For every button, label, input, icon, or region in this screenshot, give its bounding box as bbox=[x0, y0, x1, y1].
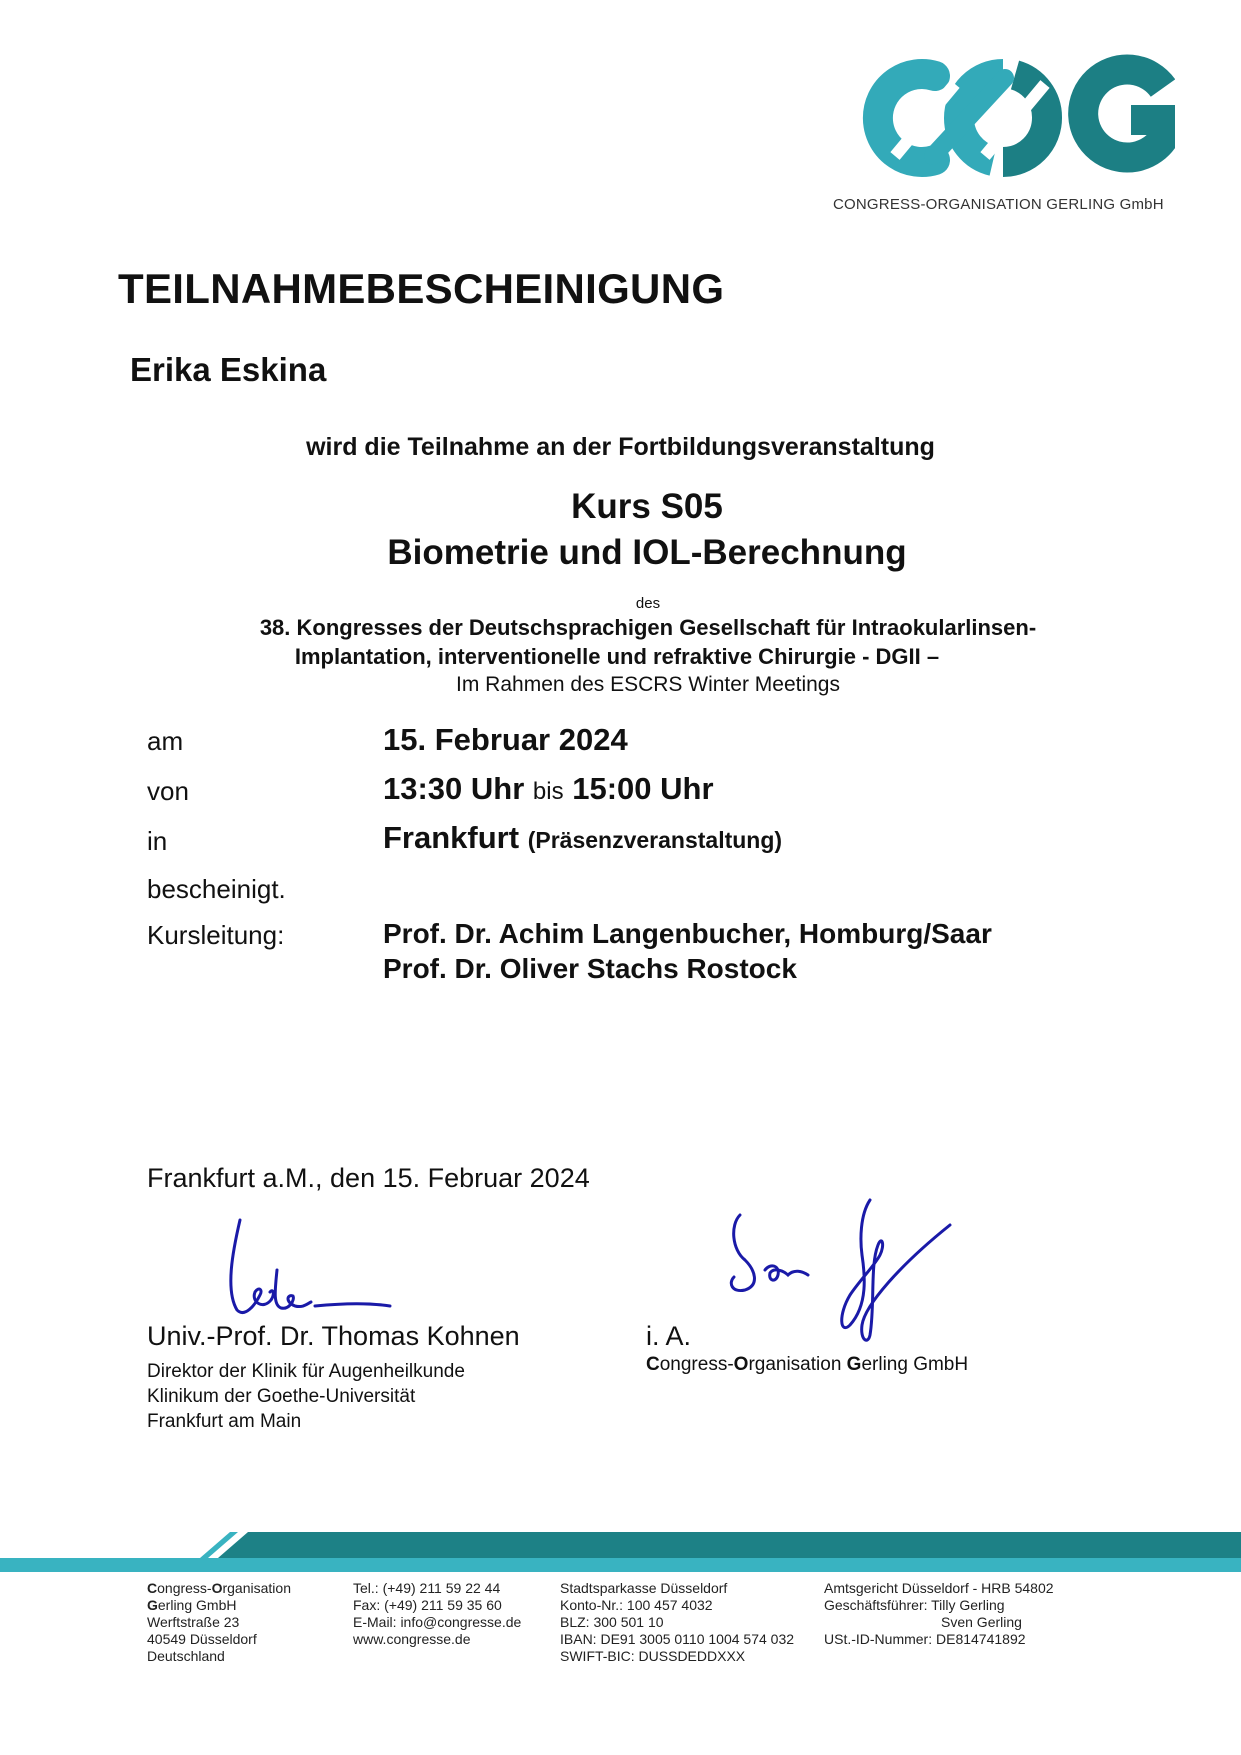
course-lead-1: Prof. Dr. Achim Langenbucher, Homburg/Saar bbox=[383, 918, 992, 949]
footer-col-bank bbox=[560, 1580, 794, 1665]
footer-band-base bbox=[0, 1560, 1241, 1572]
footer-line: Werftstraße 23 bbox=[147, 1614, 240, 1630]
logo-letter-g bbox=[1083, 70, 1165, 158]
footer-col-address bbox=[147, 1580, 291, 1665]
footer-line: IBAN: DE91 3005 0110 1004 574 032 bbox=[560, 1631, 795, 1647]
footer-line: USt.-ID-Nummer: DE814741892 bbox=[824, 1631, 1026, 1647]
footer-line: Gerling GmbH bbox=[147, 1597, 237, 1613]
recipient-name: Erika Eskina bbox=[130, 351, 327, 388]
place-date: Frankfurt a.M., den 15. Februar 2024 bbox=[147, 1163, 590, 1193]
event-city: Frankfurt bbox=[383, 820, 520, 855]
course-lead-label: Kursleitung: bbox=[147, 920, 285, 950]
signature-kohnen bbox=[215, 1210, 415, 1330]
course-lead-2: Prof. Dr. Oliver Stachs Rostock bbox=[383, 953, 797, 984]
footer-fax: Fax: (+49) 211 59 35 60 bbox=[353, 1597, 502, 1613]
signatory-institution: Klinikum der Goethe-Universität bbox=[147, 1386, 416, 1407]
footer-col-legal bbox=[824, 1580, 1054, 1648]
footer-line: BLZ: 300 501 10 bbox=[560, 1614, 664, 1630]
des-label: des bbox=[635, 595, 661, 612]
footer-line: Stadtsparkasse Düsseldorf bbox=[560, 1580, 728, 1596]
congress-line-2: Implantation, interventionelle und refraktive Chirurgie - DGII – bbox=[294, 644, 940, 669]
signatory-title: Direktor der Klinik für Augenheilkunde bbox=[147, 1361, 465, 1382]
footer-line: Geschäftsführer: Tilly Gerling bbox=[824, 1597, 1005, 1613]
company-signature-line: Congress-Organisation Gerling GmbH bbox=[646, 1354, 969, 1375]
signatory-name: Univ.-Prof. Dr. Thomas Kohnen bbox=[147, 1321, 520, 1351]
time-end: 15:00 Uhr bbox=[572, 771, 714, 806]
event-date: 15. Februar 2024 bbox=[383, 722, 628, 757]
course-code: Kurs S05 bbox=[571, 487, 723, 526]
cog-logo bbox=[835, 48, 1175, 188]
footer-col-contact bbox=[353, 1580, 521, 1648]
footer-line: Deutschland bbox=[147, 1648, 225, 1664]
footer-line: Konto-Nr.: 100 457 4032 bbox=[560, 1597, 713, 1613]
footer-phone: Tel.: (+49) 211 59 22 44 bbox=[353, 1580, 501, 1596]
logo-tagline: CONGRESS-ORGANISATION GERLING GmbH bbox=[833, 196, 1164, 213]
certified-text: bescheinigt. bbox=[147, 874, 286, 904]
date-label: am bbox=[147, 726, 184, 756]
event-format: (Präsenzveranstaltung) bbox=[527, 827, 783, 853]
congress-line-1: 38. Kongresses der Deutschsprachigen Gesellschaft für Intraokularlinsen- bbox=[259, 615, 1037, 640]
place-label: in bbox=[147, 826, 168, 856]
footer-line: 40549 Düsseldorf bbox=[147, 1631, 257, 1647]
event-time bbox=[383, 771, 714, 807]
footer-line: Congress-Organisation bbox=[147, 1580, 291, 1596]
time-start: 13:30 Uhr bbox=[383, 771, 525, 806]
footer-line: Amtsgericht Düsseldorf - HRB 54802 bbox=[824, 1580, 1054, 1596]
footer-email[interactable]: E-Mail: info@congresse.de bbox=[353, 1614, 522, 1630]
time-label: von bbox=[147, 776, 189, 806]
intro-text: wird die Teilnahme an der Fortbildungsveranstaltung bbox=[306, 433, 935, 461]
time-bis: bis bbox=[532, 778, 564, 805]
footer-line: Sven Gerling bbox=[941, 1614, 1022, 1630]
footer-band bbox=[0, 1532, 1241, 1572]
on-behalf-label: i. A. bbox=[646, 1321, 692, 1351]
signature-gerling bbox=[710, 1195, 960, 1355]
course-title: Biometrie und IOL-Berechnung bbox=[387, 533, 907, 572]
footer-line: SWIFT-BIC: DUSSDEDDXXX bbox=[560, 1648, 746, 1664]
footer-band-dark bbox=[218, 1532, 1241, 1558]
document-title: TEILNAHMEBESCHEINIGUNG bbox=[118, 265, 725, 312]
congress-line-3: Im Rahmen des ESCRS Winter Meetings bbox=[456, 673, 840, 696]
event-place bbox=[383, 820, 782, 856]
footer-website[interactable]: www.congresse.de bbox=[353, 1631, 471, 1647]
logo-letters bbox=[878, 70, 1165, 162]
signatory-city: Frankfurt am Main bbox=[147, 1411, 302, 1432]
